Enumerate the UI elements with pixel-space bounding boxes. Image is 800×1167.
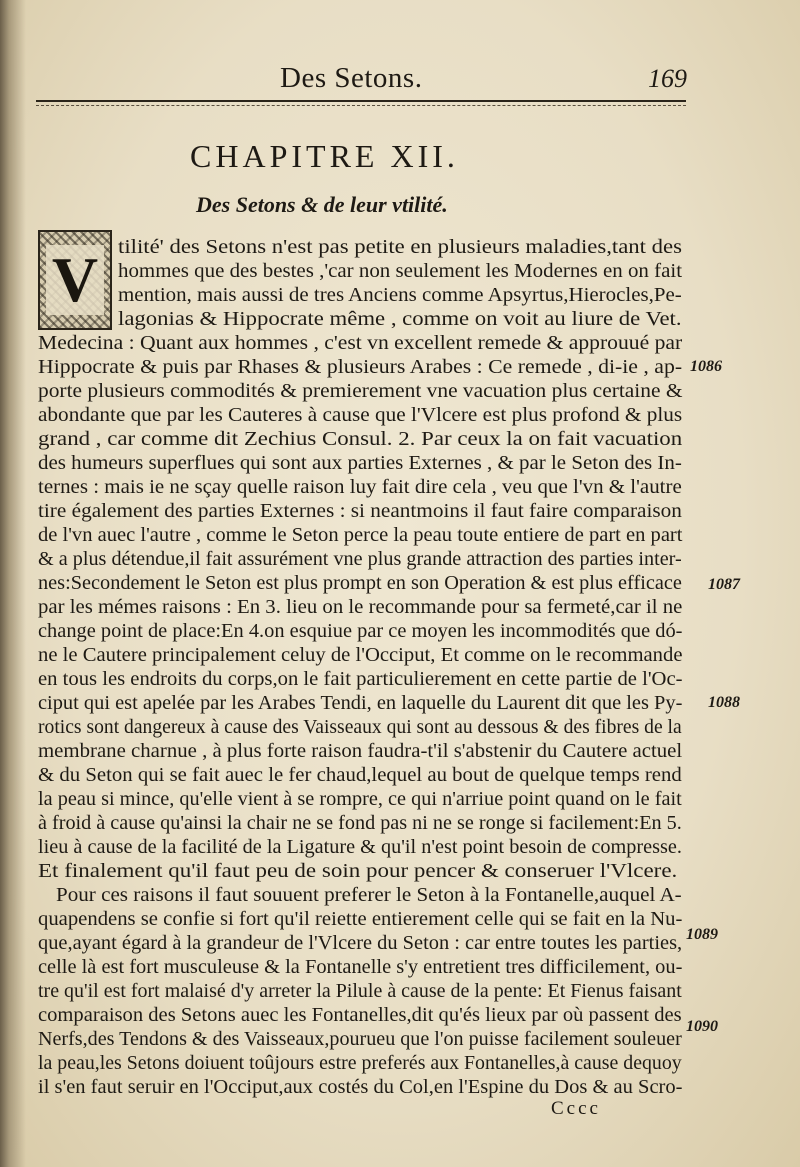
text-line: hommes que des bestes ,'car non seulement les Modernes en on fait <box>118 260 683 282</box>
catchword: Cccc <box>551 1098 601 1119</box>
page-number: 169 <box>648 64 687 93</box>
text-line: tilité' des Setons n'est pas petite en plusieurs maladies,tant des <box>118 236 682 258</box>
text-line: la peau si mince, qu'elle vient à se rompre, ce qui n'arriue point quand on le fait <box>38 788 682 810</box>
header-rule <box>36 100 686 102</box>
text-line: & du Seton qui se fait auec le fer chaud,lequel au bout de quelque temps rend <box>38 764 682 786</box>
text-line: tire également des parties Externes : si neantmoins il faut faire comparaison <box>38 500 682 522</box>
drop-cap-letter: V <box>46 245 104 315</box>
text-line: rotics sont dangereux à cause des Vaisseaux qui sont au dessous & des fibres de la <box>38 716 682 738</box>
running-head <box>0 60 800 100</box>
text-line: & a plus détendue,il fait assurément vne plus grande attraction des parties inter- <box>38 548 682 570</box>
chapter-subtitle: Des Setons & de leur vtilité. <box>196 192 448 217</box>
text-line: comparaison des Setons auec les Fontanelles,dit qu'és lieux par où passent des <box>38 1004 682 1026</box>
text-line: Et finalement qu'il faut peu de soin pour pencer & conseruer l'Vlcere. <box>38 860 678 882</box>
text-line: Hippocrate & puis par Rhases & plusieurs Arabes : Ce remede , di-ie , ap- <box>38 356 683 378</box>
text-line: quapendens se confie si fort qu'il reiette entierement celle qui se fait en la Nu- <box>38 908 683 930</box>
text-line: nes:Secondement le Seton est plus prompt en son Operation & est plus efficace <box>38 572 682 594</box>
running-head-title: Des Setons. <box>280 62 423 94</box>
text-line: ne le Cautere principalement celuy de l'Occiput, Et comme on le recommande <box>38 644 683 666</box>
text-line: ciput qui est apelée par les Arabes Tendi, en laquelle du Laurent dit que les Py- <box>38 692 683 714</box>
text-line: de l'vn auec l'autre , comme le Seton perce la peau toute entiere de part en part <box>38 524 683 546</box>
text-line: tre qu'il est fort malaisé d'y arreter la Pilule à cause de la pente: Et Fienus faisant <box>38 980 682 1002</box>
text-line: en tous les endroits du corps,on le fait particulierement en cette partie de l'Oc- <box>38 668 683 690</box>
text-line: Medecina : Quant aux hommes , c'est vn excellent remede & approuué par <box>38 332 683 354</box>
margin-note: 1087 <box>708 576 740 593</box>
text-line: lieu à cause de la facilité de la Ligature & qu'il n'est point besoin de compresse. <box>38 836 682 858</box>
text-line: à froid à cause qu'ainsi la chair ne se fond pas ni ne se ronge si facilement:En 5. <box>38 812 682 834</box>
margin-note: 1089 <box>686 926 718 943</box>
text-line: Pour ces raisons il faut souuent preferer le Seton à la Fontanelle,auquel A- <box>56 884 682 906</box>
margin-note: 1086 <box>690 358 722 375</box>
margin-note: 1090 <box>686 1018 718 1035</box>
chapter-title: CHAPITRE XII. <box>190 138 459 174</box>
text-line: grand , car comme dit Zechius Consul. 2. Par ceux la on fait vacuation <box>38 428 683 450</box>
text-line: Nerfs,des Tendons & des Vaisseaux,pourueu que l'on puisse facilement souleuer <box>38 1028 682 1050</box>
text-line: mention, mais aussi de tres Anciens comme Apsyrtus,Hierocles,Pe- <box>118 284 682 306</box>
text-line: par les mémes raisons : En 3. lieu on le recommande pour sa fermeté,car il ne <box>38 596 683 618</box>
text-line: abondante que par les Cauteres à cause que l'Vlcere est plus profond & plus <box>38 404 683 426</box>
text-line: il s'en faut seruir en l'Occiput,aux costés du Col,en l'Espine du Dos & au Scro- <box>38 1076 683 1098</box>
margin-note: 1088 <box>708 694 740 711</box>
text-line: change point de place:En 4.on esquiue par ce moyen les incommodités que dó- <box>38 620 683 642</box>
text-line: lagonias & Hippocrate même , comme on voit au liure de Vet. <box>118 308 682 330</box>
gutter-shadow <box>0 0 26 1167</box>
ornamental-drop-cap <box>38 230 112 330</box>
text-line: membrane charnue , à plus forte raison faudra-t'il s'abstenir du Cautere actuel <box>38 740 683 762</box>
text-line: des humeurs superflues qui sont aux parties Externes , & par le Seton des In- <box>38 452 682 474</box>
text-line: ternes : mais ie ne sçay quelle raison luy fait dire cela , veu que l'vn & l'autre <box>38 476 682 498</box>
header-rule-dashed <box>36 105 686 106</box>
text-line: celle là est fort musculeuse & la Fontanelle s'y entretient tres difficilement, ou- <box>38 956 683 978</box>
text-line: la peau,les Setons doiuent toûjours estre preferés aux Fontanelles,à cause dequoy <box>38 1052 682 1074</box>
text-line: porte plusieurs commodités & premierement vne vacuation plus certaine & <box>38 380 683 402</box>
text-line: que,ayant égard à la grandeur de l'Vlcere du Seton : car entre toutes les parties, <box>38 932 683 954</box>
